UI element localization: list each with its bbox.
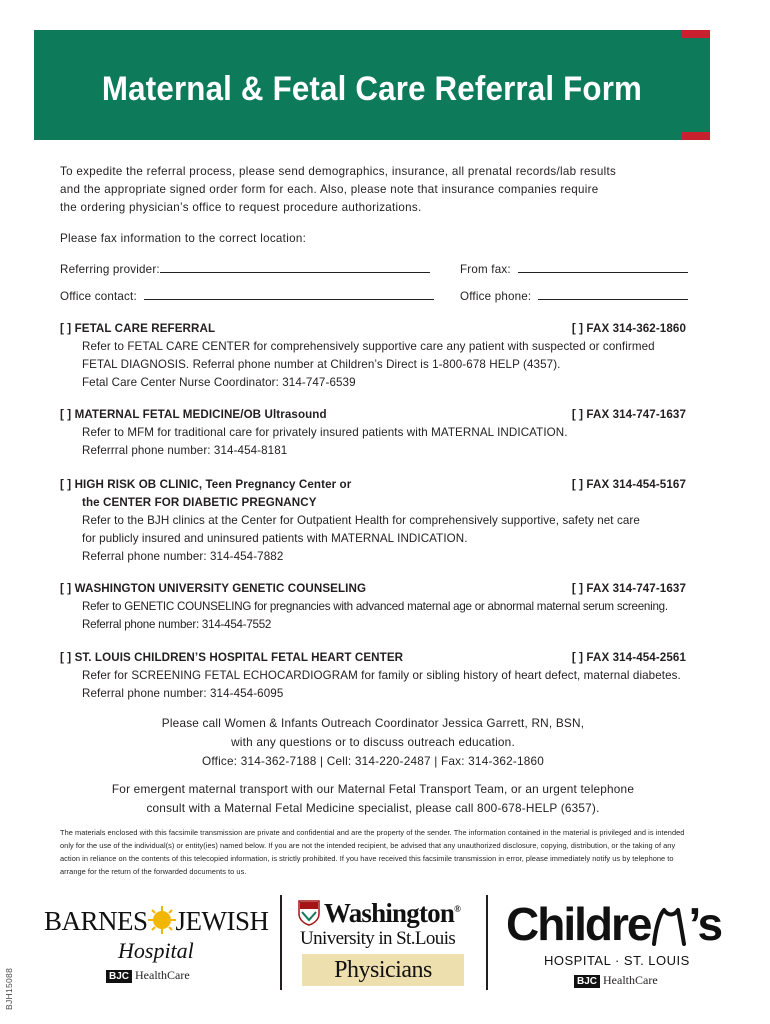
referring-provider-label: Referring provider:	[60, 263, 160, 276]
title-banner	[34, 30, 710, 140]
intro-line: and the appropriate signed order form for each. Also, please note that insurance companies require	[60, 183, 599, 196]
outreach-line: Office: 314-362-7188 | Cell: 314-220-2487 | Fax: 314-362-1860	[201, 754, 545, 768]
referring-provider-field[interactable]	[60, 262, 430, 276]
office-contact-line[interactable]	[144, 289, 434, 300]
section-line: for publicly insured and uninsured patients with MATERNAL INDICATION.	[82, 532, 468, 545]
logo-divider	[486, 895, 488, 990]
childrens-apostrophe-s: ’s	[688, 898, 722, 950]
high-risk-checkbox-label[interactable]: [ ] HIGH RISK OB CLINIC, Teen Pregnancy Center or	[60, 478, 352, 491]
logo-divider	[280, 895, 282, 990]
section-high-risk-ob-clinic	[60, 476, 686, 566]
page-title: Maternal & Fetal Care Referral Form	[101, 70, 643, 108]
section-genetic-counseling	[60, 580, 686, 634]
section-header	[60, 320, 686, 338]
section-fetal-heart-center	[60, 649, 686, 703]
bjc-healthcare-text: HealthCare	[603, 973, 658, 987]
transport-line: consult with a Maternal Fetal Medicine specialist, please call 800-678-HELP (6357).	[146, 801, 600, 815]
washington-wordmark	[324, 898, 460, 929]
bjh-right-text: JEWISH	[175, 906, 269, 936]
section-body	[60, 598, 686, 634]
barnes-jewish-logo	[44, 900, 268, 990]
section-line: Referral phone number: 314-454-7882	[82, 550, 284, 563]
childrens-text: Childre	[506, 898, 651, 950]
washington-university-logo	[298, 898, 468, 990]
section-subtitle: the CENTER FOR DIABETIC PREGNANCY	[82, 496, 317, 509]
transport-line: For emergent maternal transport with our Maternal Fetal Transport Team, or an urgent telephone	[111, 782, 635, 796]
section-body	[60, 494, 686, 566]
fax-instructions: Please fax information to the correct location:	[60, 232, 307, 245]
mfm-fax-checkbox[interactable]: [ ] FAX 314-747-1637	[571, 408, 686, 421]
from-fax-label: From fax:	[460, 263, 511, 276]
heart-center-checkbox-label[interactable]: [ ] ST. LOUIS CHILDREN’S HOSPITAL FETAL HEART CENTER	[60, 651, 404, 664]
childrens-wordmark	[506, 897, 721, 951]
section-header	[60, 580, 686, 598]
section-header	[60, 649, 686, 667]
office-phone-field[interactable]	[460, 289, 688, 303]
banner-stripe-bottom	[682, 132, 710, 140]
outreach-line: with any questions or to discuss outreach education.	[231, 735, 515, 749]
high-risk-fax-checkbox[interactable]: [ ] FAX 314-454-5167	[571, 478, 686, 491]
wash-u-shield-icon	[298, 900, 320, 926]
section-line: Refer for SCREENING FETAL ECHOCARDIOGRAM for family or sibling history of heart defect, maternal diabetes.	[82, 669, 681, 682]
section-line: Referral phone number: 314-454-6095	[82, 687, 284, 700]
section-header	[60, 406, 686, 424]
university-text: University in St.Louis	[300, 928, 456, 949]
childrens-bjc-mark	[574, 973, 658, 988]
mfm-checkbox-label[interactable]: [ ] MATERNAL FETAL MEDICINE/OB Ultrasound	[60, 408, 327, 421]
section-line: Referrral phone number: 314-454-8181	[82, 444, 288, 457]
registered-mark: ®	[454, 904, 460, 914]
genetic-checkbox-label[interactable]: [ ] WASHINGTON UNIVERSITY GENETIC COUNSELING	[60, 582, 367, 595]
section-fetal-care-referral	[60, 320, 686, 392]
bjh-bjc-mark	[106, 968, 190, 983]
section-body	[60, 338, 686, 392]
childrens-subtitle: HOSPITAL · ST. LOUIS	[544, 953, 690, 968]
office-contact-label: Office contact:	[60, 290, 137, 303]
section-line: Fetal Care Center Nurse Coordinator: 314-747-6539	[82, 376, 356, 389]
intro-line: To expedite the referral process, please send demographics, insurance, all prenatal records/lab results	[60, 165, 617, 178]
section-body	[60, 667, 686, 703]
bjh-star-icon	[148, 906, 176, 934]
form-code: BJH15088	[4, 967, 14, 1010]
heart-center-fax-checkbox[interactable]: [ ] FAX 314-454-2561	[571, 651, 686, 664]
outreach-contact	[60, 714, 686, 771]
bjh-hospital-text: Hospital	[118, 938, 194, 963]
section-line: Refer to GENETIC COUNSELING for pregnancies with advanced maternal age or abnormal maternal serum screening.	[82, 600, 668, 613]
outreach-line: Please call Women & Infants Outreach Coordinator Jessica Garrett, RN, BSN,	[161, 716, 585, 730]
office-phone-line[interactable]	[538, 289, 688, 300]
section-body	[60, 424, 686, 460]
office-phone-label: Office phone:	[460, 290, 532, 303]
section-line: Refer to MFM for traditional care for privately insured patients with MATERNAL INDICATION.	[82, 426, 568, 439]
fetal-care-fax-checkbox[interactable]: [ ] FAX 314-362-1860	[571, 322, 686, 335]
bjh-left-text: BARNES	[44, 906, 148, 936]
genetic-fax-checkbox[interactable]: [ ] FAX 314-747-1637	[571, 582, 686, 595]
section-line: FETAL DIAGNOSIS. Referral phone number at Children’s Direct is 1-800-678 HELP (4357).	[82, 358, 561, 371]
from-fax-line[interactable]	[518, 262, 688, 273]
confidentiality-disclaimer: The materials enclosed with this facsimile transmission are private and confidential and are the property of the sender. The information contained in the material is privileged and is intended only for the use of the individual(s) or entity(ies) named below. If you are not the intended recipient, be advised that any unauthorized disclosure, copying, distribution, or the taking of any action in reliance on the contents of this telecopied information, is strictly prohibited. If you have received this facsimile transmission in error, please immediately notify us by telephone to arrange for the return of the forwarded documents to us.	[60, 828, 685, 876]
bjc-healthcare-text: HealthCare	[135, 968, 190, 982]
bjh-wordmark	[44, 906, 269, 937]
referring-provider-line[interactable]	[160, 262, 430, 273]
bjc-box: BJC	[106, 970, 132, 983]
bjc-box: BJC	[574, 975, 600, 988]
office-contact-field[interactable]	[60, 289, 434, 303]
intro-paragraph	[60, 163, 660, 217]
section-line: Refer to the BJH clinics at the Center for Outpatient Health for comprehensively supportive, safety net care	[82, 514, 640, 527]
intro-line: the ordering physician’s office to request procedure authorizations.	[60, 201, 422, 214]
transport-info	[60, 780, 686, 818]
washington-text: Washington	[324, 898, 455, 928]
st-louis-childrens-logo	[506, 895, 724, 993]
childrens-figure-icon	[650, 906, 688, 946]
section-maternal-fetal-medicine	[60, 406, 686, 460]
section-line: Referral phone number: 314-454-7552	[82, 618, 272, 631]
fetal-care-checkbox-label[interactable]: [ ] FETAL CARE REFERRAL	[60, 322, 216, 335]
physicians-text: Physicians	[302, 954, 464, 986]
from-fax-field[interactable]	[460, 262, 688, 276]
section-line: Refer to FETAL CARE CENTER for comprehensively supportive care any patient with suspected or confirmed	[82, 340, 655, 353]
section-header	[60, 476, 686, 494]
banner-stripe-top	[682, 30, 710, 38]
